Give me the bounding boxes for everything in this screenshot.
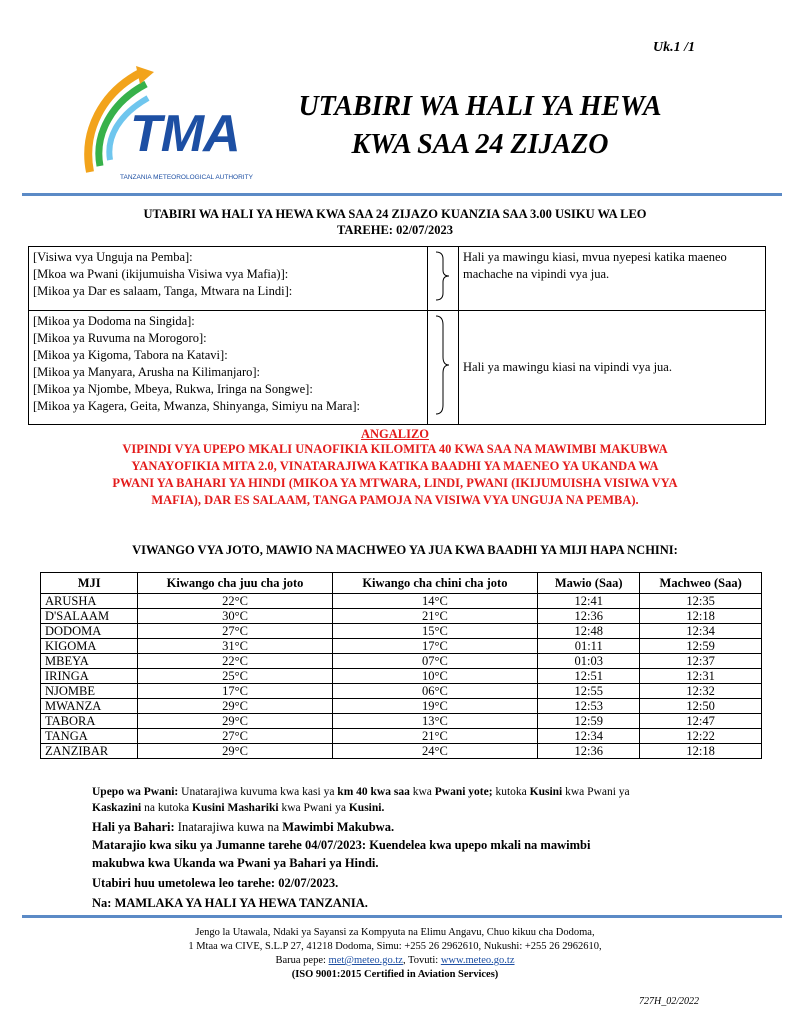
region-area: [Mikoa ya Kigoma, Tabora na Katavi]:: [33, 348, 228, 362]
region-areas: [29, 247, 428, 311]
table-cell: 27°C: [138, 729, 332, 744]
region-area: [Mikoa ya Dar es salaam, Tanga, Mtwara na Lindi]:: [33, 284, 293, 298]
table-row: [41, 594, 762, 609]
city-cell: ZANZIBAR: [41, 744, 138, 759]
sea-state-note: [92, 818, 394, 836]
table-cell: 12:51: [538, 669, 640, 684]
wind-label: Upepo wa Pwani:: [92, 786, 179, 798]
table-row: [41, 714, 762, 729]
column-header: MJI: [41, 573, 138, 594]
table-cell: 24°C: [332, 744, 537, 759]
table-row: [41, 609, 762, 624]
table-cell: 12:22: [640, 729, 762, 744]
logo-letters: TMA: [130, 105, 240, 163]
header-divider: [22, 193, 782, 196]
table-row: [41, 744, 762, 759]
table-row: [41, 729, 762, 744]
main-title-line2: KWA SAA 24 ZIJAZO: [351, 129, 609, 160]
region-row: [29, 247, 766, 311]
table-row: [41, 624, 762, 639]
table-cell: 12:36: [538, 609, 640, 624]
table-cell: 25°C: [138, 669, 332, 684]
table-cell: 10°C: [332, 669, 537, 684]
email-link[interactable]: met@meteo.go.tz: [328, 955, 403, 966]
footer-line: Jengo la Utawala, Ndaki ya Sayansi za Kompyuta na Elimu Angavu, Chuo kikuu cha Dodoma,: [195, 927, 595, 938]
web-label: , Tovuti:: [402, 955, 441, 966]
city-cell: NJOMBE: [41, 684, 138, 699]
table-cell: 17°C: [138, 684, 332, 699]
table-cell: 22°C: [138, 594, 332, 609]
wind-direction: Kusini: [529, 786, 563, 798]
column-header: Kiwango cha juu cha joto: [138, 573, 332, 594]
region-row: [29, 311, 766, 425]
table-cell: 12:59: [538, 714, 640, 729]
wind-text: kwa Pwani ya: [562, 786, 630, 798]
region-area: [Mikoa ya Manyara, Arusha na Kilimanjaro]:: [33, 365, 261, 379]
right-brace-icon: [432, 249, 454, 303]
region-area: [Mkoa wa Pwani (ikijumuisha Visiwa vya Mafia)]:: [33, 267, 289, 281]
region-area: [Mikoa ya Dodoma na Singida]:: [33, 314, 195, 328]
table-cell: 29°C: [138, 714, 332, 729]
footer-divider: [22, 915, 782, 918]
main-title-line1: UTABIRI WA HALI YA HEWA: [298, 91, 662, 122]
regional-forecast-table: [28, 246, 766, 425]
table-cell: 31°C: [138, 639, 332, 654]
table-cell: 12:59: [640, 639, 762, 654]
city-cell: TABORA: [41, 714, 138, 729]
forecast-period-heading: UTABIRI WA HALI YA HEWA KWA SAA 24 ZIJAZO KUANZIA SAA 3.00 USIKU WA LEO: [143, 207, 647, 221]
tma-logo: [82, 62, 252, 192]
table-cell: 22°C: [138, 654, 332, 669]
wind-text: na kutoka: [141, 802, 192, 814]
wind-text: kwa Pwani ya: [278, 802, 349, 814]
table-cell: 12:48: [538, 624, 640, 639]
page-number: Uk.1 /1: [653, 40, 695, 55]
table-cell: 12:18: [640, 609, 762, 624]
wind-text: kutoka: [492, 786, 530, 798]
region-forecast: Hali ya mawingu kiasi na vipindi vya jua.: [459, 311, 766, 425]
wind-area: Kusini.: [348, 802, 385, 814]
region-area: [Mikoa ya Njombe, Mbeya, Rukwa, Iringa na Songwe]:: [33, 382, 313, 396]
city-cell: DODOMA: [41, 624, 138, 639]
iso-certification: (ISO 9001:2015 Certified in Aviation Services): [291, 969, 499, 980]
website-link[interactable]: www.meteo.go.tz: [440, 955, 515, 966]
warning-title: ANGALIZO: [360, 427, 430, 441]
region-areas: [29, 311, 428, 425]
coastal-wind-note: [92, 784, 732, 816]
brace: [428, 311, 459, 425]
region-forecast: Hali ya mawingu kiasi, mvua nyepesi katika maeneo machache na vipindi vya jua.: [459, 247, 766, 311]
wind-text: Unatarajiwa kuvuma kwa kasi ya: [178, 786, 338, 798]
brace: [428, 247, 459, 311]
issuer: Na: MAMLAKA YA HALI YA HEWA TANZANIA.: [92, 896, 368, 910]
region-area: [Visiwa vya Unguja na Pemba]:: [33, 250, 193, 264]
table-cell: 01:03: [538, 654, 640, 669]
footer-address: [60, 926, 730, 982]
footer-contacts: [60, 954, 730, 968]
email-label: Barua pepe:: [275, 955, 329, 966]
table-cell: 15°C: [332, 624, 537, 639]
table-cell: 12:55: [538, 684, 640, 699]
table-cell: 29°C: [138, 699, 332, 714]
region-area: [Mikoa ya Ruvuma na Morogoro]:: [33, 331, 207, 345]
table-cell: 12:34: [640, 624, 762, 639]
table-cell: 12:41: [538, 594, 640, 609]
table-cell: 12:53: [538, 699, 640, 714]
city-cell: IRINGA: [41, 669, 138, 684]
logo-subtitle: TANZANIA METEOROLOGICAL AUTHORITY: [120, 174, 253, 181]
temperature-table: [40, 572, 762, 759]
sea-state: Mawimbi Makubwa.: [282, 820, 395, 834]
table-cell: 12:18: [640, 744, 762, 759]
table-cell: 29°C: [138, 744, 332, 759]
column-header: Kiwango cha chini cha joto: [332, 573, 537, 594]
table-cell: 12:37: [640, 654, 762, 669]
table-cell: 13°C: [332, 714, 537, 729]
column-header: Machweo (Saa): [640, 573, 762, 594]
table-header-row: [41, 573, 762, 594]
region-area: [Mikoa ya Kagera, Geita, Mwanza, Shinyanga, Simiyu na Mara]:: [33, 399, 360, 413]
sea-text: Inatarajiwa kuwa na: [174, 820, 283, 834]
temperature-table-heading: VIWANGO VYA JOTO, MAWIO NA MACHWEO YA JUA KWA BAADHI YA MIJI HAPA NCHINI:: [132, 543, 678, 557]
table-cell: 12:32: [640, 684, 762, 699]
table-cell: 30°C: [138, 609, 332, 624]
wind-area: Kaskazini: [92, 802, 142, 814]
document-code: 727H_02/2022: [639, 996, 699, 1007]
wind-direction: Kusini Mashariki: [192, 802, 279, 814]
table-cell: 01:11: [538, 639, 640, 654]
table-cell: 12:50: [640, 699, 762, 714]
forecast-date: TAREHE: 02/07/2023: [336, 223, 454, 237]
city-cell: TANGA: [41, 729, 138, 744]
table-cell: 14°C: [332, 594, 537, 609]
table-cell: 27°C: [138, 624, 332, 639]
table-cell: 19°C: [332, 699, 537, 714]
city-cell: KIGOMA: [41, 639, 138, 654]
table-cell: 12:35: [640, 594, 762, 609]
table-cell: 12:36: [538, 744, 640, 759]
outlook-line1: Matarajio kwa siku ya Jumanne tarehe 04/07/2023: Kuendelea kwa upepo mkali na mawimbi: [92, 838, 591, 852]
city-cell: MWANZA: [41, 699, 138, 714]
table-row: [41, 684, 762, 699]
table-row: [41, 669, 762, 684]
table-cell: 12:34: [538, 729, 640, 744]
outlook-line2: makubwa kwa Ukanda wa Pwani ya Bahari ya Hindi.: [92, 856, 379, 870]
sea-label: Hali ya Bahari:: [92, 820, 175, 834]
city-cell: MBEYA: [41, 654, 138, 669]
table-cell: 12:31: [640, 669, 762, 684]
city-cell: D'SALAAM: [41, 609, 138, 624]
temperature-table-body: [41, 594, 762, 759]
table-cell: 17°C: [332, 639, 537, 654]
wind-text: kwa: [409, 786, 435, 798]
column-header: Mawio (Saa): [538, 573, 640, 594]
table-cell: 21°C: [332, 729, 537, 744]
wind-speed: km 40 kwa saa: [337, 786, 410, 798]
city-cell: ARUSHA: [41, 594, 138, 609]
table-row: [41, 699, 762, 714]
table-cell: 12:47: [640, 714, 762, 729]
issued-date: Utabiri huu umetolewa leo tarehe: 02/07/2023.: [92, 876, 339, 890]
table-cell: 07°C: [332, 654, 537, 669]
footer-line: 1 Mtaa wa CIVE, S.L.P 27, 41218 Dodoma, Simu: +255 26 2962610, Nukushi: +255 26 2962610,: [188, 941, 602, 952]
table-cell: 21°C: [332, 609, 537, 624]
right-brace-icon: [432, 313, 454, 417]
table-row: [41, 654, 762, 669]
table-cell: 06°C: [332, 684, 537, 699]
table-row: [41, 639, 762, 654]
wind-area: Pwani yote;: [434, 786, 493, 798]
warning-body: VIPINDI VYA UPEPO MKALI UNAOFIKIA KILOMITA 40 KWA SAA NA MAWIMBI MAKUBWA YANAYOFIKIA MITA 2.0, VINATARAJIWA KATIKA BAADHI YA MAENEO YA UKANDA WA PWANI YA BAHARI YA HINDI (MIKOA YA MTWARA, LINDI, PWANI (IKIJUMUISHA VISIWA VYA MAFIA), DAR ES SALAAM, TANGA PAMOJA NA VISIWA VYA UNGUJA NA PEMBA).: [112, 442, 678, 507]
